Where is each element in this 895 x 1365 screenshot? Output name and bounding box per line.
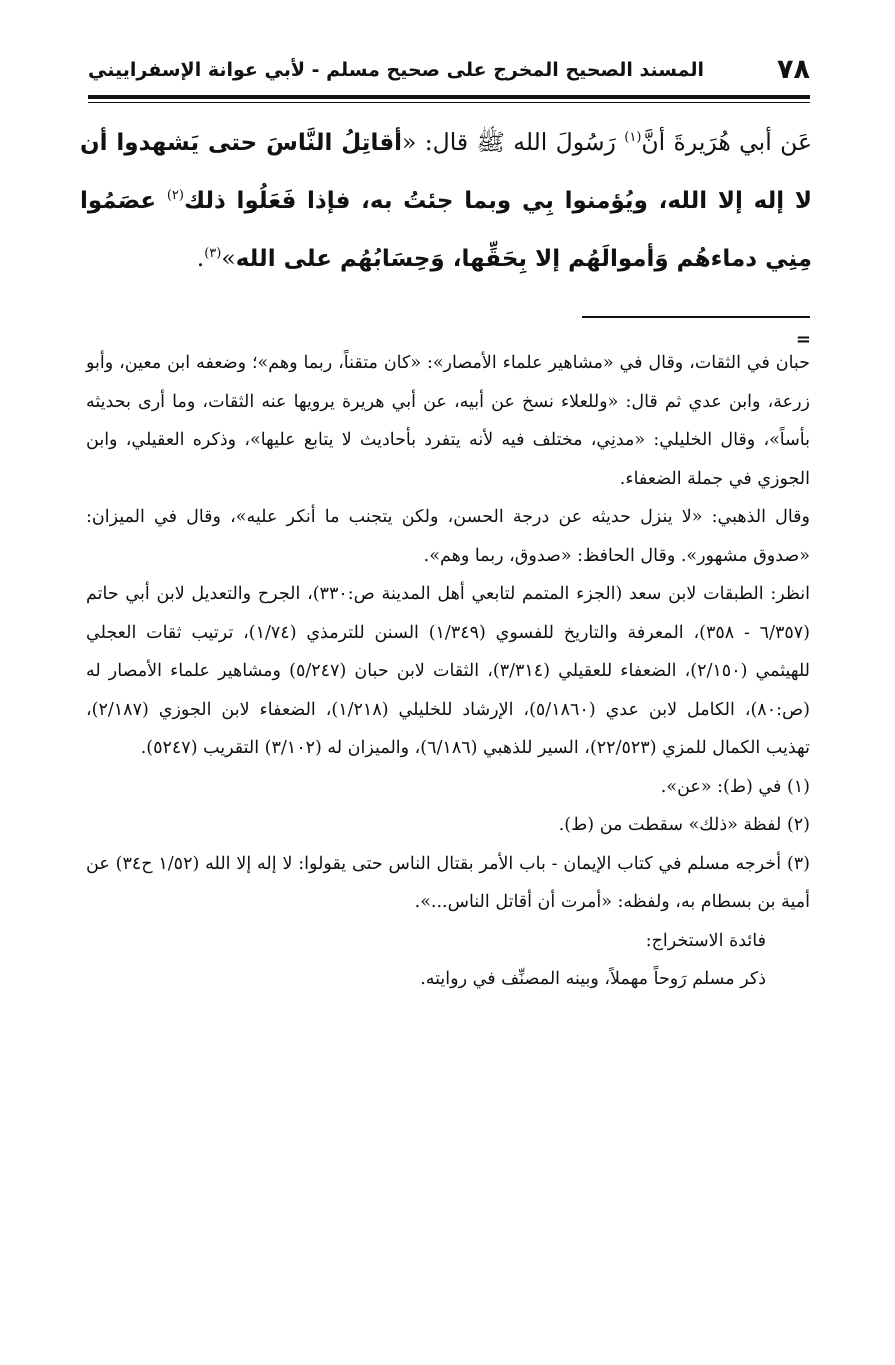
header-rule-thin bbox=[88, 102, 810, 103]
hadith-body-part2: عصَمُوا مِنِي دماءهُم وَأموالَهُم إلا بِحَقِّها، وَحِسَابُهُم على الله bbox=[80, 188, 812, 272]
footnote-ref-3: (٣) bbox=[204, 246, 222, 262]
end-period: . bbox=[196, 244, 205, 272]
footnote-separator bbox=[582, 316, 810, 318]
footnote-text: لفظة «ذلك» سقطت من (ط). bbox=[558, 815, 782, 835]
page-number: ٧٨ bbox=[777, 54, 810, 85]
footnote-sources-paragraph: انظر: الطبقات لابن سعد (الجزء المتمم لتابعي أهل المدينة ص:٣٣٠)، الجرح والتعديل لابن أبي حاتم (٦/٣٥٧ - ٣٥٨)، المعرفة والتاريخ للفسوي (١/٣٤٩) السنن للترمذي (١/٧٤)، ترتيب ثقات العجلي للهيثمي (٢/١٥٠)، الضعفاء للعقيلي (٣/٣١٤)، الثقات لابن حبان (٥/٢٤٧) ومشاهير علماء الأمصار له (ص:٨٠)، الكامل لابن عدي (٥/١٨٦٠)، الإرشاد للخليلي (١/٢١٨)، الضعفاء لابن الجوزي (٢/١٨٧)، تهذيب الكمال للمزي (٢٢/٥٢٣)، السير للذهبي (٦/١٨٦)، والميزان له (٣/١٠٢) التقريب (٥٢٤٧). bbox=[86, 584, 810, 758]
footnote-text: في (ط): «عن». bbox=[660, 776, 782, 797]
continuation-mark: = bbox=[795, 329, 811, 350]
hadith-text bbox=[80, 114, 812, 288]
footnote-item-2 bbox=[86, 806, 810, 845]
page-header bbox=[88, 52, 810, 96]
narrator-chain: عَن أبي هُرَيرةَ أنَّ bbox=[641, 128, 812, 156]
header-rule-thick bbox=[88, 95, 810, 99]
hadith-body-part1: أقاتِلُ النَّاسَ حتى يَشهدوا أن لا إله إلا الله، ويُؤمنوا بِي وبما جئتُ به، فإذا فَعَلُوا ذلك bbox=[80, 130, 812, 214]
closing-quote: » bbox=[221, 244, 236, 272]
messenger-phrase: رَسُولَ الله ﷺ قال: « bbox=[402, 128, 625, 156]
footnote-item-3 bbox=[86, 845, 810, 922]
benefit-label: فائدة الاستخراج: bbox=[645, 930, 766, 951]
footnote-number: (٢) bbox=[786, 815, 810, 835]
footnotes bbox=[86, 344, 810, 999]
footnote-ref-1: (١) bbox=[624, 130, 642, 146]
footnote-text: أخرجه مسلم في كتاب الإيمان - باب الأمر بقتال الناس حتى يقولوا: لا إله إلا الله (١/٥٢ ح٣٤) عن أمية بن بسطام به، ولفظه: «أمرت أن أقاتل الناس...». bbox=[86, 853, 810, 912]
footnote-number: (٣) bbox=[786, 853, 810, 874]
benefit-text: ذكر مسلم رَوحاً مهملاً، وبينه المصنِّف في روايته. bbox=[420, 969, 766, 989]
running-title: المسند الصحيح المخرج على صحيح مسلم - لأبي عوانة الإسفراييني bbox=[88, 59, 704, 81]
footnote-ref-2: (٢) bbox=[166, 188, 184, 204]
footnote-continuation-paragraph: وقال الذهبي: «لا ينزل حديثه عن درجة الحسن، ولكن يتجنب ما أنكر عليه»، وقال في الميزان: «صدوق مشهور». وقال الحافظ: «صدوق، ربما وهم». bbox=[86, 507, 810, 566]
footnote-number: (١) bbox=[786, 776, 810, 797]
footnote-continuation-paragraph: حبان في الثقات، وقال في «مشاهير علماء الأمصار»: «كان متقناً، ربما وهم»؛ وضعفه ابن معين، وأبو زرعة، وابن عدي ثم قال: «وللعلاء نسخ عن أبيه، عن أبي هريرة يرويها عنه الثقات، وما أرى بحديثه بأساً»، وقال الخليلي: «مدنِي، مختلف فيه لأنه يتفرد بأحاديث لا يتابع عليها»، وذكره العقيلي، وابن الجوزي في جملة الضعفاء. bbox=[86, 353, 810, 489]
footnote-item-1 bbox=[86, 768, 810, 807]
